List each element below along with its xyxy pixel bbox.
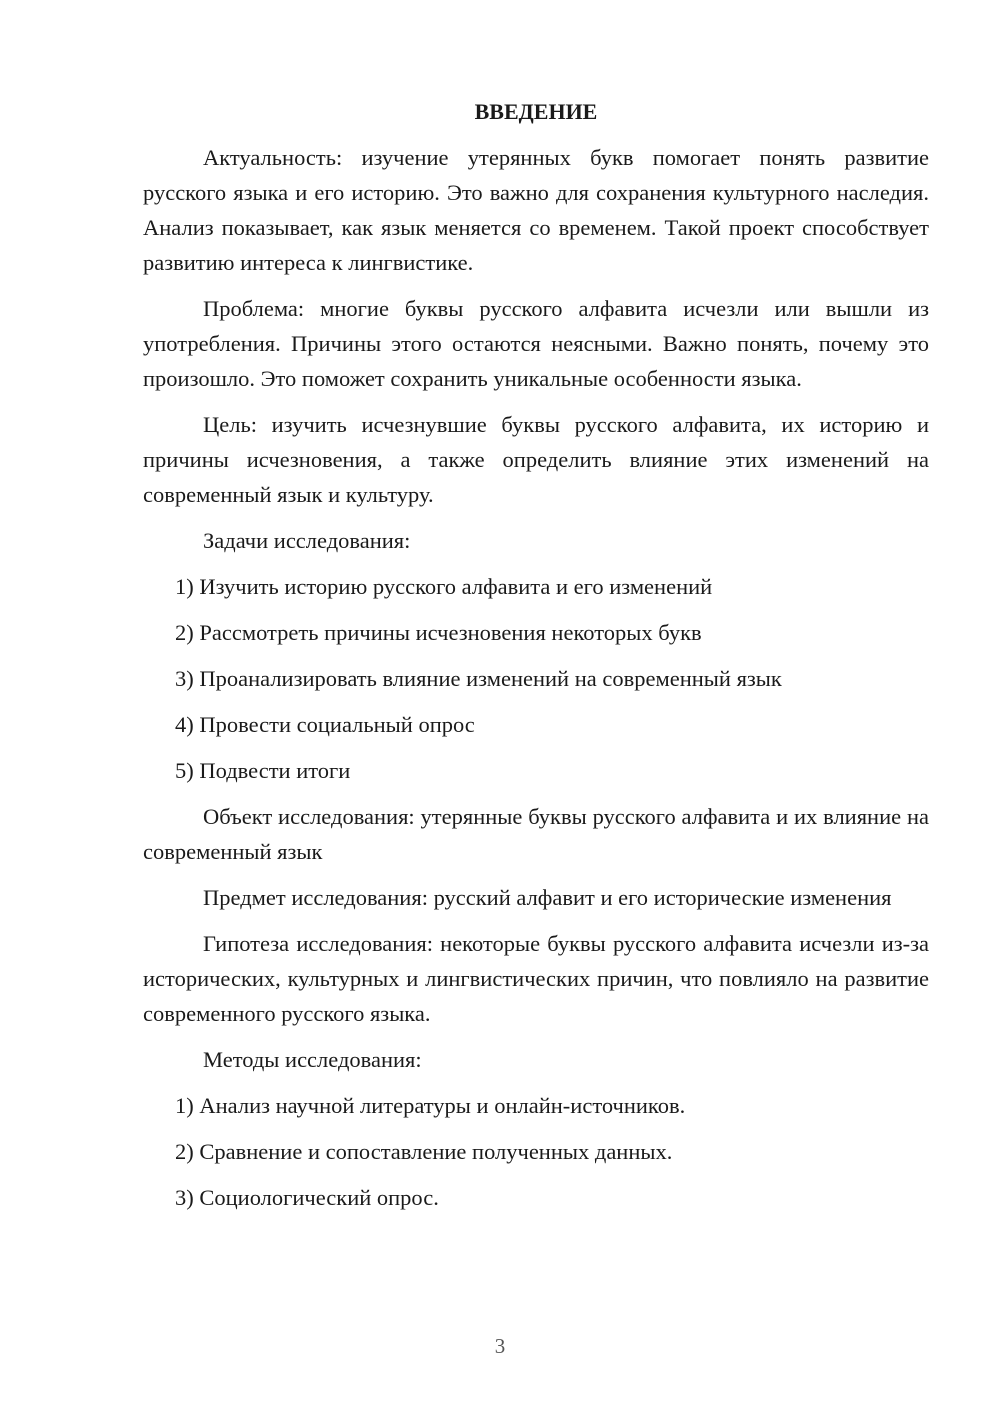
paragraph-subject: Предмет исследования: русский алфавит и его исторические изменения [203, 885, 892, 910]
document-body [143, 94, 929, 1226]
list-item: 4) Провести социальный опрос [175, 712, 475, 737]
paragraph-object: Объект исследования: утерянные буквы русского алфавита и их влияние на современный язык [143, 804, 929, 864]
tasks-heading: Задачи исследования: [203, 528, 411, 553]
paragraph-goal: Цель: изучить исчезнувшие буквы русского алфавита, их историю и причины исчезновения, а также определить влияние этих изменений на современный язык и культуру. [143, 412, 929, 507]
list-item: 3) Проанализировать влияние изменений на современный язык [175, 666, 782, 691]
section-title: ВВЕДЕНИЕ [474, 99, 598, 124]
list-item: 1) Изучить историю русского алфавита и его изменений [175, 574, 713, 599]
paragraph-relevance: Актуальность: изучение утерянных букв помогает понять развитие русского языка и его историю. Это важно для сохранения культурного наследия. Анализ показывает, как язык меняется со временем. Такой проект способствует развитию интереса к лингвистике. [143, 145, 929, 275]
methods-list [143, 1088, 929, 1215]
list-item: 2) Сравнение и сопоставление полученных данных. [175, 1139, 673, 1164]
list-item: 5) Подвести итоги [175, 758, 351, 783]
paragraph-problem: Проблема: многие буквы русского алфавита исчезли или вышли из употребления. Причины этого остаются неясными. Важно понять, почему это произошло. Это поможет сохранить уникальные особенности языка. [143, 296, 929, 391]
methods-heading: Методы исследования: [203, 1047, 422, 1072]
list-item: 1) Анализ научной литературы и онлайн-источников. [175, 1093, 686, 1118]
tasks-list [143, 569, 929, 788]
page-number: 3 [494, 1334, 506, 1358]
paragraph-hypothesis: Гипотеза исследования: некоторые буквы русского алфавита исчезли из-за исторических, культурных и лингвистических причин, что повлияло на развитие современного русского языка. [143, 931, 929, 1026]
list-item: 3) Социологический опрос. [175, 1185, 439, 1210]
list-item: 2) Рассмотреть причины исчезновения некоторых букв [175, 620, 702, 645]
